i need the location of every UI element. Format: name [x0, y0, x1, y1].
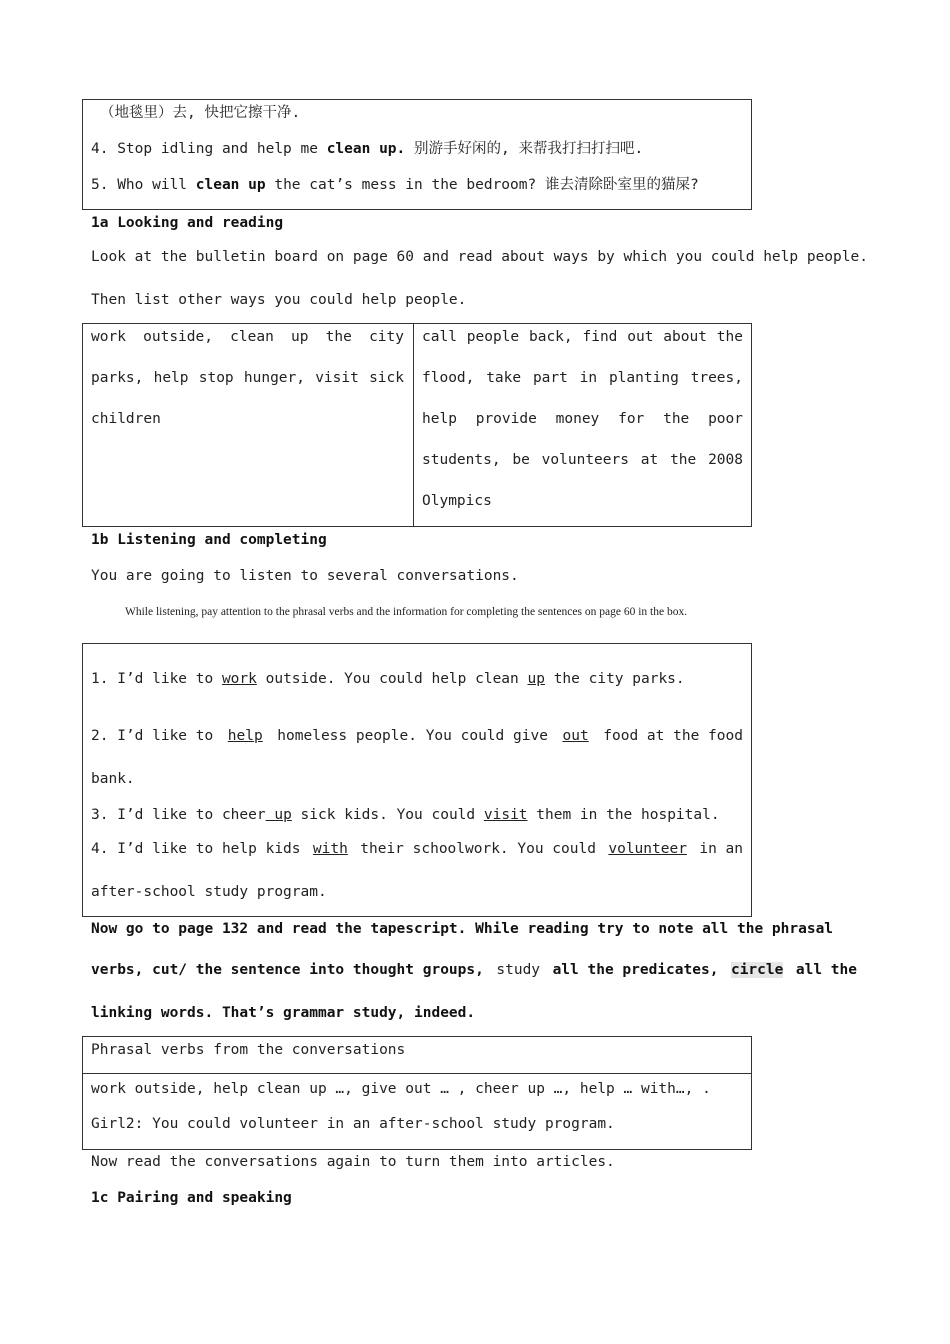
sentence-1: 1. I’d like to work outside. You could help clean up the city parks.: [91, 671, 685, 687]
now-read-instruction: Now read the conversations again to turn them into articles.: [91, 1154, 615, 1170]
phrasal-verbs-header-divider: [82, 1073, 752, 1074]
ways-table-right-cell: call people back, find out about the flood, take part in planting trees, help provide money for the poor students, be volunteers at the 2008 Olympics: [422, 329, 743, 509]
instruction-1b-line-2: While listening, pay attention to the phrasal verbs and the information for completing the sentences on page 60 in the box.: [125, 606, 688, 618]
now-go-line-2: verbs, cut/ the sentence into thought groups, study all the predicates, circle all the: [91, 962, 857, 978]
ways-table-left-cell: work outside, clean up the city parks, help stop hunger, visit sick children: [91, 329, 404, 427]
phrasal-verbs-row-1: work outside, help clean up …, give out … , cheer up …, help … with…, .: [91, 1081, 711, 1097]
heading-1c: 1c Pairing and speaking: [91, 1190, 292, 1206]
phrasal-verbs-row-2: Girl2: You could volunteer in an after-school study program.: [91, 1116, 615, 1132]
now-go-line-3: linking words. That’s grammar study, indeed.: [91, 1005, 476, 1021]
ways-table-divider: [413, 323, 414, 527]
sentence-3: 3. I’d like to cheer up sick kids. You could visit them in the hospital.: [91, 807, 720, 823]
sentence-4: 4. I’d like to help kids with their schoolwork. You could volunteer in an: [91, 841, 743, 857]
top-box-line-2: 4. Stop idling and help me clean up. 别游手好闲的, 来帮我打扫打扫吧.: [91, 141, 644, 157]
sentence-2: 2. I’d like to help homeless people. You could give out food at the food: [91, 728, 743, 744]
top-box-line-1: （地毯里）去, 快把它擦干净.: [100, 105, 301, 121]
sentence-4-cont: after-school study program.: [91, 884, 327, 900]
sentence-2-cont: bank.: [91, 771, 135, 787]
instruction-1a-line-1: Look at the bulletin board on page 60 and read about ways by which you could help people.: [91, 249, 868, 265]
phrasal-verbs-header: Phrasal verbs from the conversations: [91, 1042, 406, 1058]
heading-1b: 1b Listening and completing: [91, 532, 327, 548]
instruction-1b-line-1: You are going to listen to several conversations.: [91, 568, 519, 584]
heading-1a: 1a Looking and reading: [91, 215, 284, 231]
top-box-line-3: 5. Who will clean up the cat’s mess in the bedroom? 谁去清除卧室里的猫屎?: [91, 177, 699, 193]
now-go-line-1: Now go to page 132 and read the tapescript. While reading try to note all the phrasal: [91, 921, 834, 937]
instruction-1a-line-2: Then list other ways you could help people.: [91, 292, 467, 308]
